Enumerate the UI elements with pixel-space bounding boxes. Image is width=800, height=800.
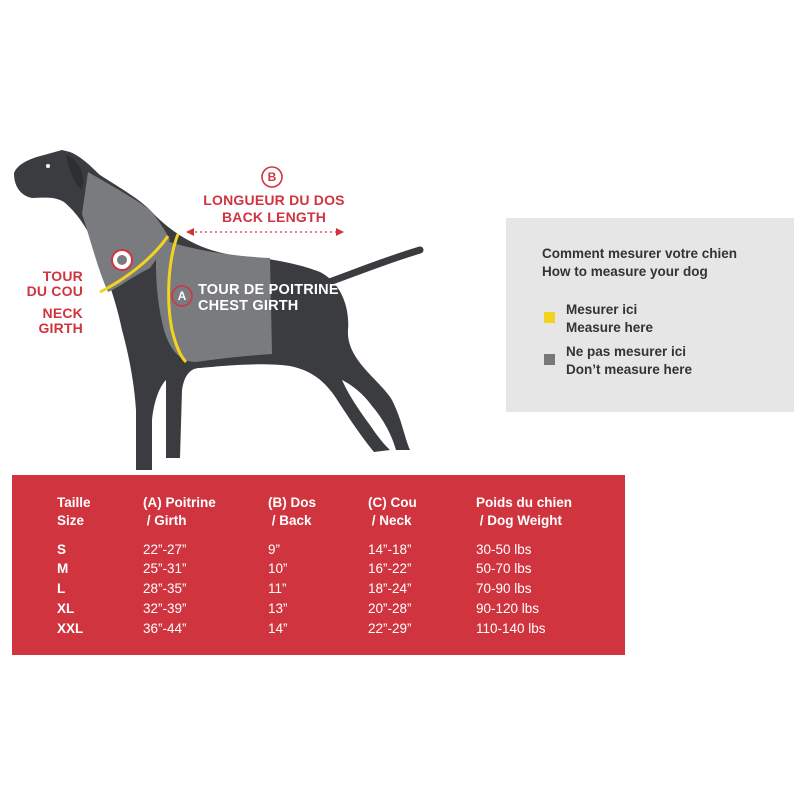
- size-cell: S: [57, 542, 67, 557]
- weight-cell: 70-90 lbs: [476, 581, 532, 596]
- b-marker-label: B: [267, 170, 277, 184]
- girth-cell: 22”-27”: [143, 542, 187, 557]
- neck-label-en-1: NECK: [42, 305, 83, 321]
- chest-label-fr: TOUR DE POITRINE: [198, 282, 339, 298]
- girth-cell: 28”-35”: [143, 581, 187, 596]
- size-table: [12, 475, 625, 655]
- neck-cell: 22”-29”: [368, 621, 412, 636]
- girth-cell: 36”-44”: [143, 621, 187, 636]
- back-cell: 10”: [268, 561, 288, 576]
- size-cell: XXL: [57, 621, 84, 636]
- legend-title-en: How to measure your dog: [542, 264, 708, 279]
- back-length-label-en: BACK LENGTH: [221, 209, 327, 225]
- legend-item-measure: [544, 301, 653, 337]
- legend-item-label-fr: Ne pas mesurer ici: [566, 344, 687, 359]
- header-size: [57, 494, 91, 530]
- header-weight: [476, 494, 572, 530]
- back-cell: 13”: [268, 601, 288, 616]
- girth-cell: 32”-39”: [143, 601, 187, 616]
- header-neck-en: / Neck: [368, 513, 412, 528]
- legend-panel: [506, 218, 794, 412]
- size-cell: L: [57, 581, 66, 596]
- header-neck-fr: (C) Cou: [368, 495, 417, 510]
- header-size-en: Size: [57, 513, 85, 528]
- legend-item-label-en: Don’t measure here: [566, 362, 693, 377]
- legend-title-fr: Comment mesurer votre chien: [542, 246, 738, 261]
- weight-cell: 30-50 lbs: [476, 542, 532, 557]
- a-marker-label: A: [177, 289, 187, 303]
- neck-cell: 20”-28”: [368, 601, 412, 616]
- girth-cell: 25”-31”: [143, 561, 187, 576]
- back-cell: 11”: [268, 581, 287, 596]
- legend-item-label-en: Measure here: [566, 320, 654, 335]
- header-back-en: / Back: [268, 513, 312, 528]
- header-back-fr: (B) Dos: [268, 495, 316, 510]
- back-cell: 9”: [268, 542, 281, 557]
- header-girth-fr: (A) Poitrine: [143, 495, 216, 510]
- weight-cell: 50-70 lbs: [476, 561, 532, 576]
- legend-item-dont-measure: [544, 343, 692, 379]
- neck-cell: 18”-24”: [368, 581, 412, 596]
- neck-cell: 14”-18”: [368, 542, 412, 557]
- legend-item-label-fr: Mesurer ici: [566, 302, 638, 317]
- header-back: [268, 494, 316, 530]
- yellow-swatch-icon: [544, 312, 555, 323]
- chest-label-en: CHEST GIRTH: [198, 298, 299, 314]
- back-length-label-fr: LONGUEUR DU DOS: [203, 192, 345, 208]
- gray-swatch-icon: [544, 354, 555, 365]
- header-neck: [368, 494, 417, 530]
- header-weight-en: / Dog Weight: [476, 513, 562, 528]
- back-cell: 14”: [268, 621, 288, 636]
- size-cell: M: [57, 561, 69, 576]
- neck-label-fr-2: DU COU: [26, 283, 83, 299]
- neck-label-fr-1: TOUR: [42, 268, 83, 284]
- size-cell: XL: [57, 601, 75, 616]
- header-girth: [143, 494, 216, 530]
- neck-label-en-2: GIRTH: [38, 320, 83, 336]
- header-girth-en: / Girth: [143, 513, 187, 528]
- header-size-fr: Taille: [57, 495, 91, 510]
- weight-cell: 110-140 lbs: [476, 621, 546, 636]
- weight-cell: 90-120 lbs: [476, 601, 540, 616]
- header-weight-fr: Poids du chien: [476, 495, 573, 510]
- neck-cell: 16”-22”: [368, 561, 412, 576]
